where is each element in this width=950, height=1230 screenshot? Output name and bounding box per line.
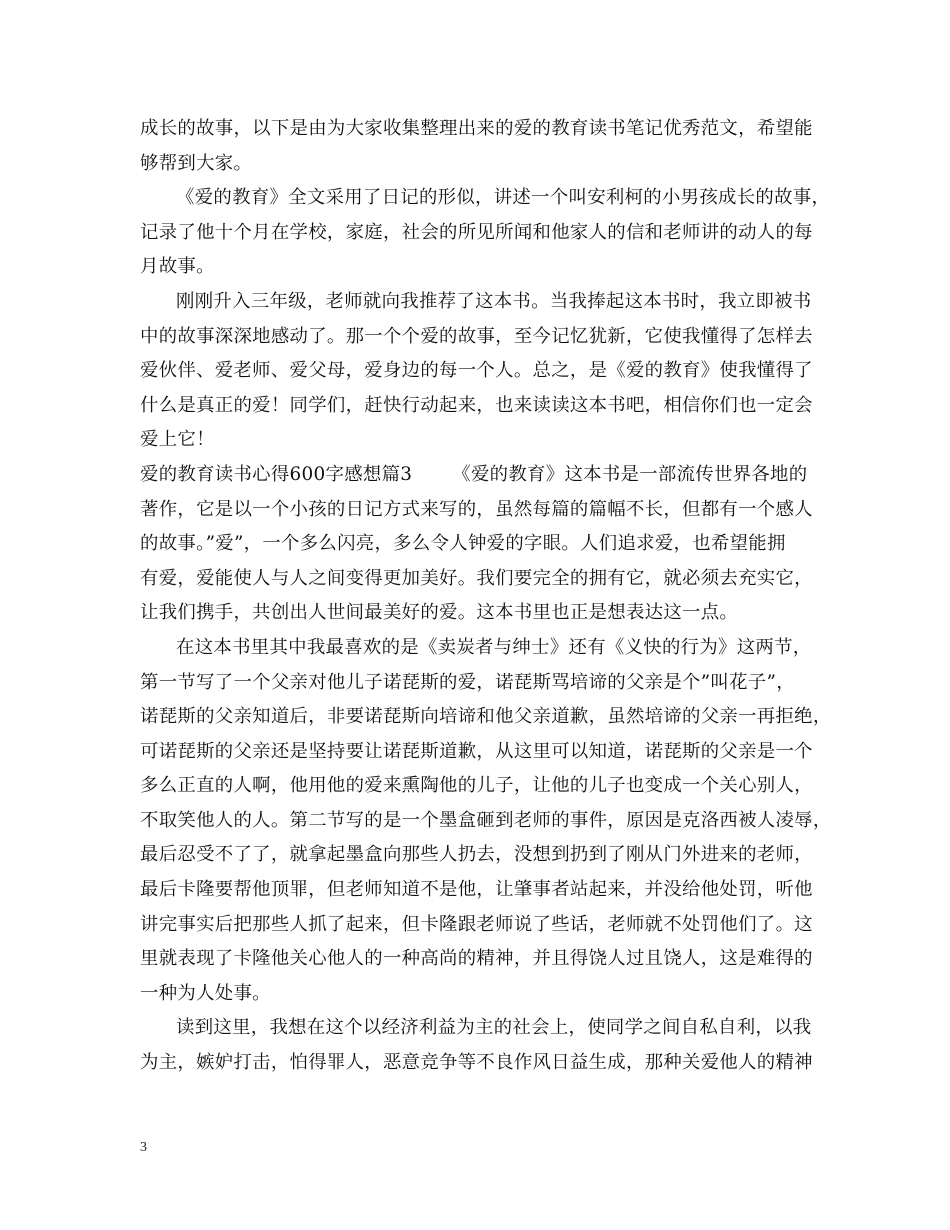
line-text: 让我们携手，共创出人世间最美好的爱。这本书里也正是想表达这一点。: [140, 602, 739, 624]
text-line: [140, 977, 830, 1012]
line-text: 在这本书里其中我最喜欢的是《卖炭者与绅士》还有《义快的行为》这两节，: [176, 636, 812, 658]
text-line: [140, 596, 830, 631]
line-text: 什么是真正的爱！同学们，赶快行动起来，也来读读这本书吧，相信你们也一定会: [140, 394, 813, 416]
line-text: 刚刚升入三年级，老师就向我推荐了这本书。当我捧起这本书时，我立即被书: [176, 290, 812, 312]
text-line: [140, 389, 830, 424]
text-line: [140, 735, 830, 770]
text-line: [140, 285, 830, 320]
text-line: [140, 804, 830, 839]
text-line: [140, 769, 830, 804]
text-line: [140, 216, 830, 251]
text-line: [140, 666, 830, 701]
section-heading: 爱的教育读书心得600字感想篇3: [140, 463, 413, 485]
line-text: 有爱，爱能使人与人之间变得更加美好。我们要完全的拥有它，就必须去充实它，: [140, 567, 813, 589]
text-line: [140, 112, 830, 147]
line-text: 《爱的教育》这本书是一部流传世界各地的: [452, 463, 808, 485]
line-text: 读到这里，我想在这个以经济利益为主的社会上，使同学之间自私自利，以我: [176, 1017, 812, 1039]
text-line: [140, 700, 830, 735]
text-line: [140, 527, 830, 562]
text-line: [140, 631, 830, 666]
text-line: [140, 838, 830, 873]
text-line: [140, 1046, 830, 1081]
line-text: 《爱的教育》全文采用了日记的形似，讲述一个叫安利柯的小男孩成长的故事，: [176, 187, 831, 209]
text-line: [140, 181, 830, 216]
line-text: 最后卡隆要帮他顶罪，但老师知道不是他，让肇事者站起来，并没给他处罚，听他: [140, 879, 813, 901]
text-line: [140, 458, 830, 493]
text-line: [140, 493, 830, 528]
line-text: 中的故事深深地感动了。那一个个爱的故事，至今记忆犹新，它使我懂得了怎样去: [140, 325, 813, 347]
line-text: 为主，嫉妒打击，怕得罪人，恶意竞争等不良作风日益生成，那种关爱他人的精神: [140, 1052, 813, 1074]
text-line: [140, 320, 830, 355]
page-number: 3: [140, 1140, 147, 1155]
line-text: 记录了他十个月在学校，家庭，社会的所见所闻和他家人的信和老师讲的动人的每: [140, 221, 813, 243]
text-line: [140, 423, 830, 458]
line-text: 诺琵斯的父亲知道后，非要诺琵斯向培谛和他父亲道歉，虽然培谛的父亲一再拒绝，: [140, 706, 832, 728]
line-text: 的故事。”爱”，一个多么闪亮，多么令人钟爱的字眼。人们追求爱，也希望能拥: [140, 533, 786, 555]
text-line: [140, 147, 830, 182]
line-text: 最后忍受不了了，就拿起墨盒向那些人扔去，没想到扔到了刚从门外进来的老师，: [140, 844, 813, 866]
line-text: 讲完事实后把那些人抓了起来，但卡隆跟老师说了些话，老师就不处罚他们了。这: [140, 913, 813, 935]
line-text: 可诺琵斯的父亲还是坚持要让诺琵斯道歉，从这里可以知道，诺琵斯的父亲是一个: [140, 740, 813, 762]
line-text: 第一节写了一个父亲对他儿子诺琵斯的爱，诺琵斯骂培谛的父亲是个”叫花子”，: [140, 671, 795, 693]
line-text: 月故事。: [140, 256, 215, 278]
text-line: [140, 562, 830, 597]
line-text: 爱上它！: [140, 429, 215, 451]
line-text: 够帮到大家。: [140, 152, 253, 174]
line-text: 里就表现了卡隆他关心他人的一种高尚的精神，并且得饶人过且饶人，这是难得的: [140, 948, 813, 970]
line-text: 不取笑他人的人。第二节写的是一个墨盒砸到老师的事件，原因是克洛西被人凌辱，: [140, 809, 832, 831]
text-line: [140, 942, 830, 977]
line-text: 多么正直的人啊，他用他的爱来熏陶他的儿子，让他的儿子也变成一个关心别人，: [140, 775, 813, 797]
line-text: 爱伙伴、爱老师、爱父母，爱身边的每一个人。总之，是《爱的教育》使我懂得了: [140, 360, 813, 382]
line-text: 成长的故事，以下是由为大家收集整理出来的爱的教育读书笔记优秀范文，希望能: [140, 118, 813, 139]
text-line: [140, 1011, 830, 1046]
text-line: [140, 873, 830, 908]
line-text: 著作，它是以一个小孩的日记方式来写的，虽然每篇的篇幅不长，但都有一个感人: [140, 498, 813, 520]
text-line: [140, 908, 830, 943]
text-line: [140, 354, 830, 389]
text-line: [140, 250, 830, 285]
line-text: 一种为人处事。: [140, 982, 271, 1004]
document-body: [140, 112, 830, 1081]
